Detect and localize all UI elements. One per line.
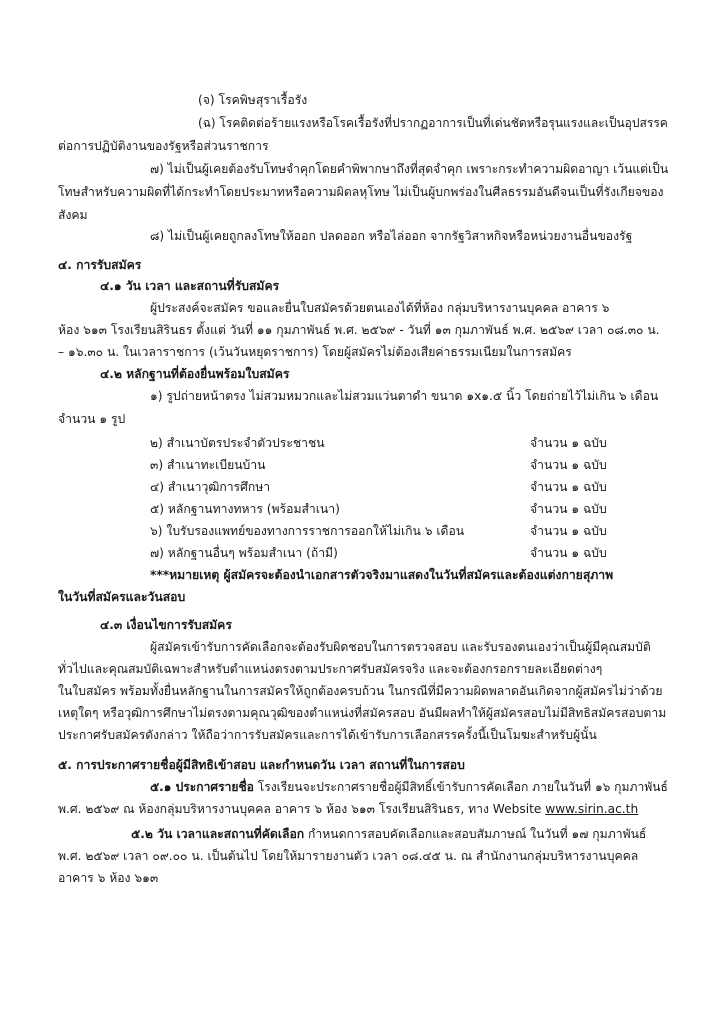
section5-1-heading: ๕.๑ ประกาศรายชื่อ xyxy=(150,780,254,794)
document-item-qty: จำนวน ๑ ฉบับ xyxy=(530,502,607,516)
section5-1-text2: พ.ศ. ๒๕๖๙ ณ ห้องกลุ่มบริหารงานบุคคล อาคาร ๖ ห้อง ๖๑๓ โรงเรียนสิรินธร, ทาง Website xyxy=(58,802,546,816)
section5-2-line2: พ.ศ. ๒๕๖๙ เวลา ๐๙.๐๐ น. เป็นต้นไป โดยให้มารายงานตัว เวลา ๐๘.๔๕ น. ณ สำนักงานกลุ่มบริหารงานบุคคล xyxy=(58,849,639,863)
section5-2-text: กำหนดการสอบคัดเลือกและสอบสัมภาษณ์ ในวันที่ ๑๗ กุมภาพันธ์ xyxy=(304,827,647,841)
note-line1: ***หมายเหตุ ผู้สมัครจะต้องนำเอกสารตัวจริงมาแสดงในวันที่สมัครและต้องแต่งกายสุภาพ xyxy=(150,568,614,582)
document-item-1-line2: จำนวน ๑ รูป xyxy=(58,412,126,426)
section4-3-line4: เหตุใดๆ หรือวุฒิการศึกษาไม่ตรงตามคุณวุฒิของตำแหน่งที่สมัครสอบ อันมีผลทำให้ผู้สมัครสอบไม่มีสิทธิสมัครสอบตาม xyxy=(58,706,667,720)
section5-heading: ๕. การประกาศรายชื่อผู้มีสิทธิเข้าสอบ และกำหนดวัน เวลา สถานที่ในการสอบ xyxy=(58,758,465,772)
section4-1-line1: ผู้ประสงค์จะสมัคร ขอและยื่นใบสมัครด้วยตนเองได้ที่ห้อง กลุ่มบริหารงานบุคคล อาคาร ๖ xyxy=(150,301,610,315)
document-item-qty: จำนวน ๑ ฉบับ xyxy=(530,480,607,494)
qualification-7-line1: ๗) ไม่เป็นผู้เคยต้องรับโทษจำคุกโดยคำพิพากษาถึงที่สุดจำคุก เพราะกระทำความผิดอาญา เว้นแต่เป็น xyxy=(150,162,669,176)
section5-1-text: โรงเรียนจะประกาศรายชื่อผู้มีสิทธิ์เข้ารับการคัดเลือก ภายในวันที่ ๑๖ กุมภาพันธ์ xyxy=(253,780,668,794)
document-item-qty: จำนวน ๑ ฉบับ xyxy=(530,546,607,560)
section4-3-line2: ทั่วไปและคุณสมบัติเฉพาะสำหรับตำแหน่งตรงตามประกาศรับสมัครจริง และจะต้องกรอกรายละเอียดต่างๆ xyxy=(58,662,603,676)
document-item-qty: จำนวน ๑ ฉบับ xyxy=(530,458,607,472)
section5-2-line1 xyxy=(131,825,646,843)
document-item-label: ๔) สำเนาวุฒิการศึกษา xyxy=(150,480,271,494)
document-item-label: ๖) ใบรับรองแพทย์ของทางการราชการออกให้ไม่เกิน ๖ เดือน xyxy=(150,524,465,538)
qualification-7-line2: โทษสำหรับความผิดที่ได้กระทำโดยประมาทหรือความผิดลหุโทษ ไม่เป็นผู้บกพร่องในศีลธรรมอันดีจนเป็นที่รังเกียจของ xyxy=(58,185,664,199)
section5-2-line3: อาคาร ๖ ห้อง ๖๑๓ xyxy=(58,871,159,885)
section5-1-line2 xyxy=(58,800,638,818)
qualification-f-line1: (ฉ) โรคติดต่อร้ายแรงหรือโรคเรื้อรังที่ปรากฏอาการเป็นที่เด่นชัดหรือรุนแรงและเป็นอุปสรรค xyxy=(198,116,668,130)
section4-3-line5: ประกาศรับสมัครดังกล่าว ให้ถือว่าการรับสมัครและการได้เข้ารับการเลือกสรรครั้งนี้เป็นโมฆะสำหรับผู้นั้น xyxy=(58,728,597,742)
section5-1-line1 xyxy=(150,778,668,796)
qualification-8: ๘) ไม่เป็นผู้เคยถูกลงโทษให้ออก ปลดออก หรือไล่ออก จากรัฐวิสาหกิจหรือหน่วยงานอื่นของรัฐ xyxy=(150,229,633,243)
note-line2: ในวันที่สมัครและวันสอบ xyxy=(58,590,186,604)
section4-heading: ๔. การรับสมัคร xyxy=(58,258,142,272)
section4-3-line3: ในใบสมัคร พร้อมทั้งยื่นหลักฐานในการสมัครให้ถูกต้องครบถ้วน ในกรณีที่มีความผิดพลาดอันเกิดจากผู้สมัครไม่ว่าด้วย xyxy=(58,684,663,698)
section4-1-heading: ๔.๑ วัน เวลา และสถานที่รับสมัคร xyxy=(100,279,280,293)
document-item-label: ๗) หลักฐานอื่นๆ พร้อมสำเนา (ถ้ามี) xyxy=(150,546,338,560)
section4-1-line2: ห้อง ๖๑๓ โรงเรียนสิรินธร ตั้งแต่ วันที่ ๑๑ กุมภาพันธ์ พ.ศ. ๒๕๖๙ - วันที่ ๑๓ กุมภาพันธ์ พ.ศ. ๒๕๖๙ เวลา ๐๘.๓๐ น. xyxy=(58,323,660,337)
document-item-label: ๕) หลักฐานทางทหาร (พร้อมสำเนา) xyxy=(150,502,340,516)
document-item-qty: จำนวน ๑ ฉบับ xyxy=(530,524,607,538)
section4-3-heading: ๔.๓ เงื่อนไขการรับสมัคร xyxy=(100,618,232,632)
qualification-f-line2: ต่อการปฏิบัติงานของรัฐหรือส่วนราชการ xyxy=(58,139,269,153)
document-item-1-line1: ๑) รูปถ่ายหน้าตรง ไม่สวมหมวกและไม่สวมแว่นตาดำ ขนาด ๑x๑.๕ นิ้ว โดยถ่ายไว้ไม่เกิน ๖ เดือน xyxy=(150,389,659,403)
qualification-e: (จ) โรคพิษสุราเรื้อรัง xyxy=(198,93,308,107)
section4-1-line3: – ๑๖.๓๐ น. ในเวลาราชการ (เว้นวันหยุดราชการ) โดยผู้สมัครไม่ต้องเสียค่าธรรมเนียมในการสมัคร xyxy=(58,345,572,359)
section4-3-line1: ผู้สมัครเข้ารับการคัดเลือกจะต้องรับผิดชอบในการตรวจสอบ และรับรองตนเองว่าเป็นผู้มีคุณสมบัติ xyxy=(150,640,651,654)
qualification-7-line3: สังคม xyxy=(58,208,88,222)
section5-2-heading: ๕.๒ วัน เวลาและสถานที่คัดเลือก xyxy=(131,827,305,841)
section4-2-heading: ๔.๒ หลักฐานที่ต้องยื่นพร้อมใบสมัคร xyxy=(100,367,290,381)
document-item-qty: จำนวน ๑ ฉบับ xyxy=(530,436,607,450)
website-link[interactable]: www.sirin.ac.th xyxy=(545,802,639,816)
document-item-label: ๓) สำเนาทะเบียนบ้าน xyxy=(150,458,266,472)
document-item-label: ๒) สำเนาบัตรประจำตัวประชาชน xyxy=(150,436,325,450)
